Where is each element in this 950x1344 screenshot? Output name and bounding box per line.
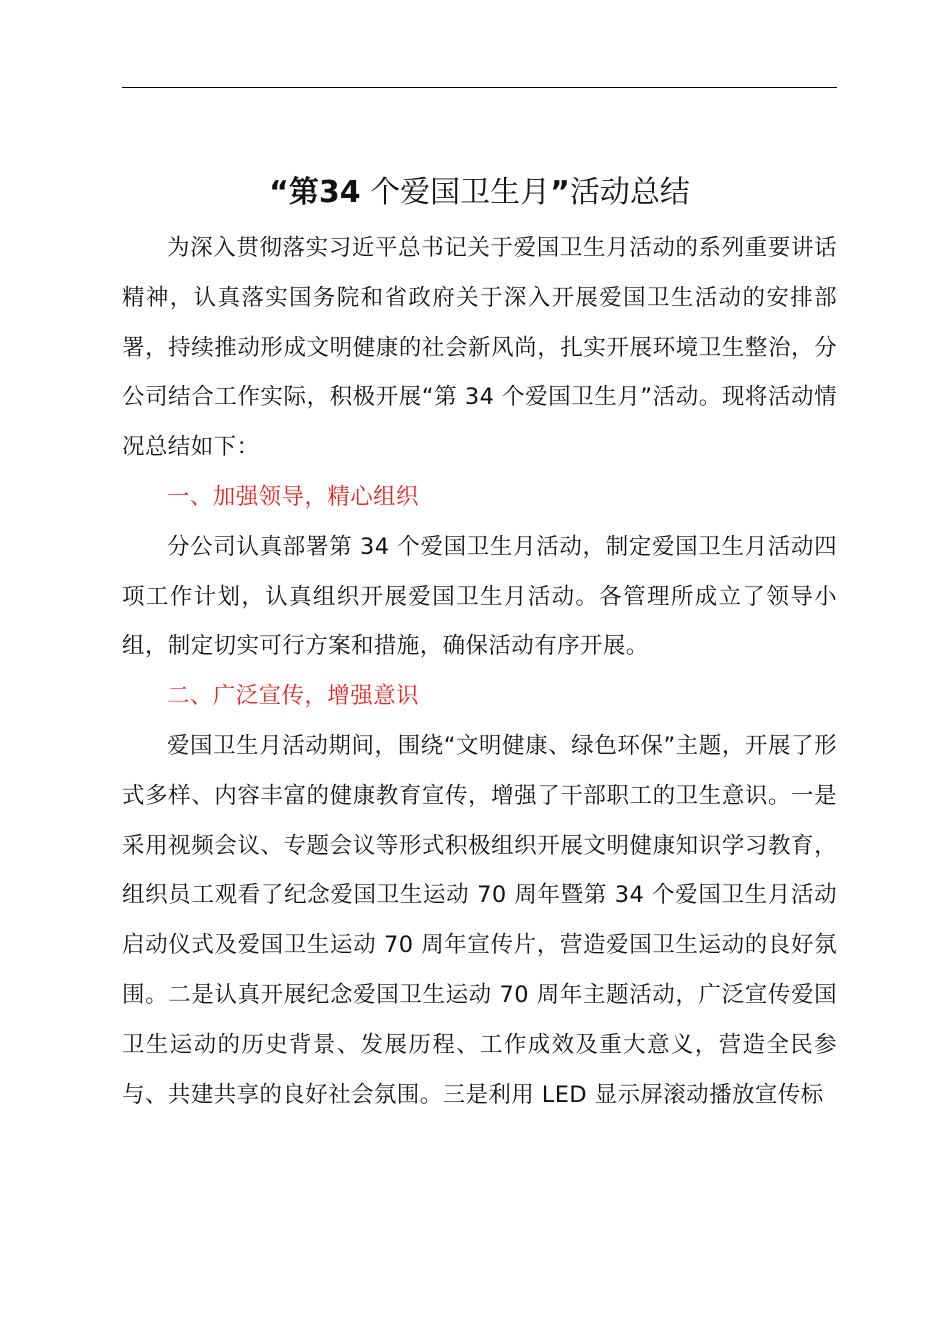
section-heading-1: 一、加强领导，精心组织 bbox=[167, 483, 419, 510]
title-close-quote: ” bbox=[550, 175, 570, 211]
document-body bbox=[122, 224, 837, 1120]
title-suffix: 个爱国卫生月 bbox=[370, 175, 551, 211]
section-1-paragraph: 分公司认真部署第 34 个爱国卫生月活动，制定爱国卫生月活动四项工作计划，认真组织开展爱国卫生月活动。各管理所成立了领导小组，制定切实可行方案和措施，确保活动有序开展。 bbox=[122, 533, 837, 660]
section-heading-2: 二、广泛宣传，增强意识 bbox=[167, 683, 419, 710]
title-prefix: “第 bbox=[269, 175, 319, 211]
page-title bbox=[122, 168, 837, 218]
title-tail: 活动总结 bbox=[569, 175, 690, 211]
intro-paragraph: 为深入贯彻落实习近平总书记关于爱国卫生月活动的系列重要讲话精神，认真落实国务院和省政府关于深入开展爱国卫生活动的安排部署，持续推动形成文明健康的社会新风尚，扎实开展环境卫生整治，分公司结合工作实际，积极开展“第 34 个爱国卫生月”活动。现将活动情况总结如下： bbox=[122, 235, 837, 461]
title-number: 34 bbox=[318, 175, 361, 211]
section-2-paragraph: 爱国卫生月活动期间，围绕“文明健康、绿色环保”主题，开展了形式多样、内容丰富的健康教育宣传，增强了干部职工的卫生意识。一是采用视频会议、专题会议等形式积极组织开展文明健康知识学习教育，组织员工观看了纪念爱国卫生运动 70 周年暨第 34 个爱国卫生月活动启动仪式及爱国卫生运动 70 周年宣传片，营造爱国卫生运动的良好氛围。二是认真开展纪念爱国卫生运动 70 周年主题活动，广泛宣传爱国卫生运动的历史背景、发展历程、工作成效及重大意义，营造全民参与、共建共享的良好社会氛围。三是利用 LED 显示屏滚动播放宣传标 bbox=[122, 732, 837, 1108]
header-rule bbox=[122, 87, 837, 88]
